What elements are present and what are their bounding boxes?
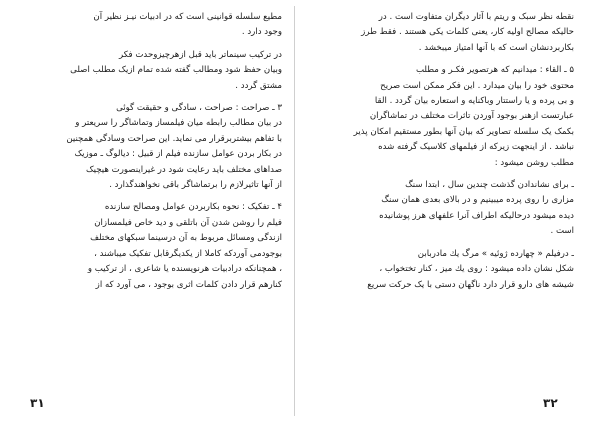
paragraph-gap	[14, 41, 282, 48]
text-line: از آنها تاثیرلازم را برتماشاگر باقی نخواهندگذارد .	[109, 180, 282, 191]
paragraph-gap	[14, 94, 282, 101]
text-line: ازندگی ومسائل مربوط به آن درسینما سبکهای مختلف	[90, 233, 282, 244]
text-line: بوجودمی آوردکه کاملا از یکدیگرقابل تفکیک میباشند ،	[94, 248, 282, 259]
text-line: محتوی خود را بیان میدارد . این فکر ممکن است صریح	[380, 80, 574, 91]
text-line: در بیان مطالب رابطه میان فیلمساز وتماشاگر را سریعتر و	[75, 118, 282, 129]
text-line: مشتق گردد .	[235, 80, 282, 91]
left-page	[14, 10, 282, 410]
left-page-number: ۳۱	[30, 396, 45, 410]
text-line: است .	[550, 226, 574, 237]
text-line: صداهای مختلف باید رعایت شود در غیراینصورت هیچیک	[85, 164, 282, 175]
text-line: ، همچنانکه درادبیات هرنویسنده یا شاعری ، از ترکیب و	[87, 264, 282, 275]
text-line: در بکار بردن عوامل سازنده فیلم از قبیل : دیالوگ ـ موزیک	[74, 149, 282, 160]
text-line: بکاربردنشان است که با آنها امتیاز میبخشد .	[418, 42, 574, 53]
text-line: شیشه های دارو قرار دارد ناگهان دستی با یک حرکت سریع	[367, 279, 574, 290]
text-line: نقطه نظر سبک و ریتم با آثار دیگران متفاوت است . در	[378, 12, 574, 22]
text-line: شکل نشان داده میشود : روی یك میز ، کنار تختخواب ،	[379, 264, 574, 275]
text-line: فیلم را روشن شدن آن باتلقی و دید خاص فیلمسازان	[94, 217, 282, 228]
text-line: وجود دارد .	[241, 27, 282, 38]
text-line: وبیان حفظ شود ومطالب گفته شده تمام ازیک مطلب اصلی	[70, 65, 282, 76]
text-line: و بی پرده و یا راستتار وباکنایه و استعاره بیان گردد . القا	[374, 96, 574, 107]
text-line: نباشد . از اینجهت زیرکه از فیلمهای کلاسیک گرفته شده	[378, 142, 574, 153]
right-page	[306, 10, 574, 410]
text-line: حالیکه مصالح اولیه کار، یعنی کلمات یکی هستند . فقط طرز	[361, 27, 574, 38]
text-line: عبارتست ازهنر بوجود آوردن تاثرات مختلف در تماشاگران	[369, 111, 574, 122]
text-line: ۴ ـ تفکیک : نحوه بکاربردن عوامل ومصالح سازنده	[104, 202, 282, 213]
text-line: مطیع سلسله قوانینی است که در ادبیات نیـز نظیر آن	[93, 12, 282, 22]
paragraph-gap	[306, 240, 574, 247]
paragraph-gap	[306, 171, 574, 178]
text-line: ـ برای نشاندادن گذشت چندین سال ، ابتدا سنگ	[405, 180, 574, 191]
text-line: مزاری را روی پرده میبینیم و در بالای بعدی همان سنگ	[381, 195, 574, 206]
text-line: دیده میشود درحالیکه اطراف آنرا علفهای هرز پوشانیده	[379, 210, 574, 221]
text-line: با تفاهم بیشتربرقرار می نماید. این صراحت وسادگی همچنین	[66, 133, 282, 144]
text-line: ۵ ـ القاء : میدانیم که هرتصویر فکـر و مطلب	[415, 65, 574, 76]
text-line: ۳ ـ صراحت : صراحت ، سادگی و حقیقت گوئی	[116, 103, 282, 114]
text-line: در ترکیب سینماتر باید قبل ازهرچیزوحدت فکر	[119, 49, 282, 60]
page-gutter	[294, 6, 295, 416]
paragraph-gap	[306, 56, 574, 63]
text-line: کنارهم قرار دادن کلمات اثری بوجود ، می آورد که از	[95, 279, 282, 290]
text-line: بکمک یک سلسله تصاویر که بیان آنها بطور مستقیم امکان پذیر	[353, 126, 574, 137]
text-line: مطلب روشن میشود :	[494, 157, 574, 168]
text-line: ـ درفیلم « چهارده ژوئیه » مرگ یك مادربابن	[417, 248, 574, 259]
paragraph-gap	[14, 193, 282, 200]
right-page-number: ۳۲	[543, 396, 558, 410]
